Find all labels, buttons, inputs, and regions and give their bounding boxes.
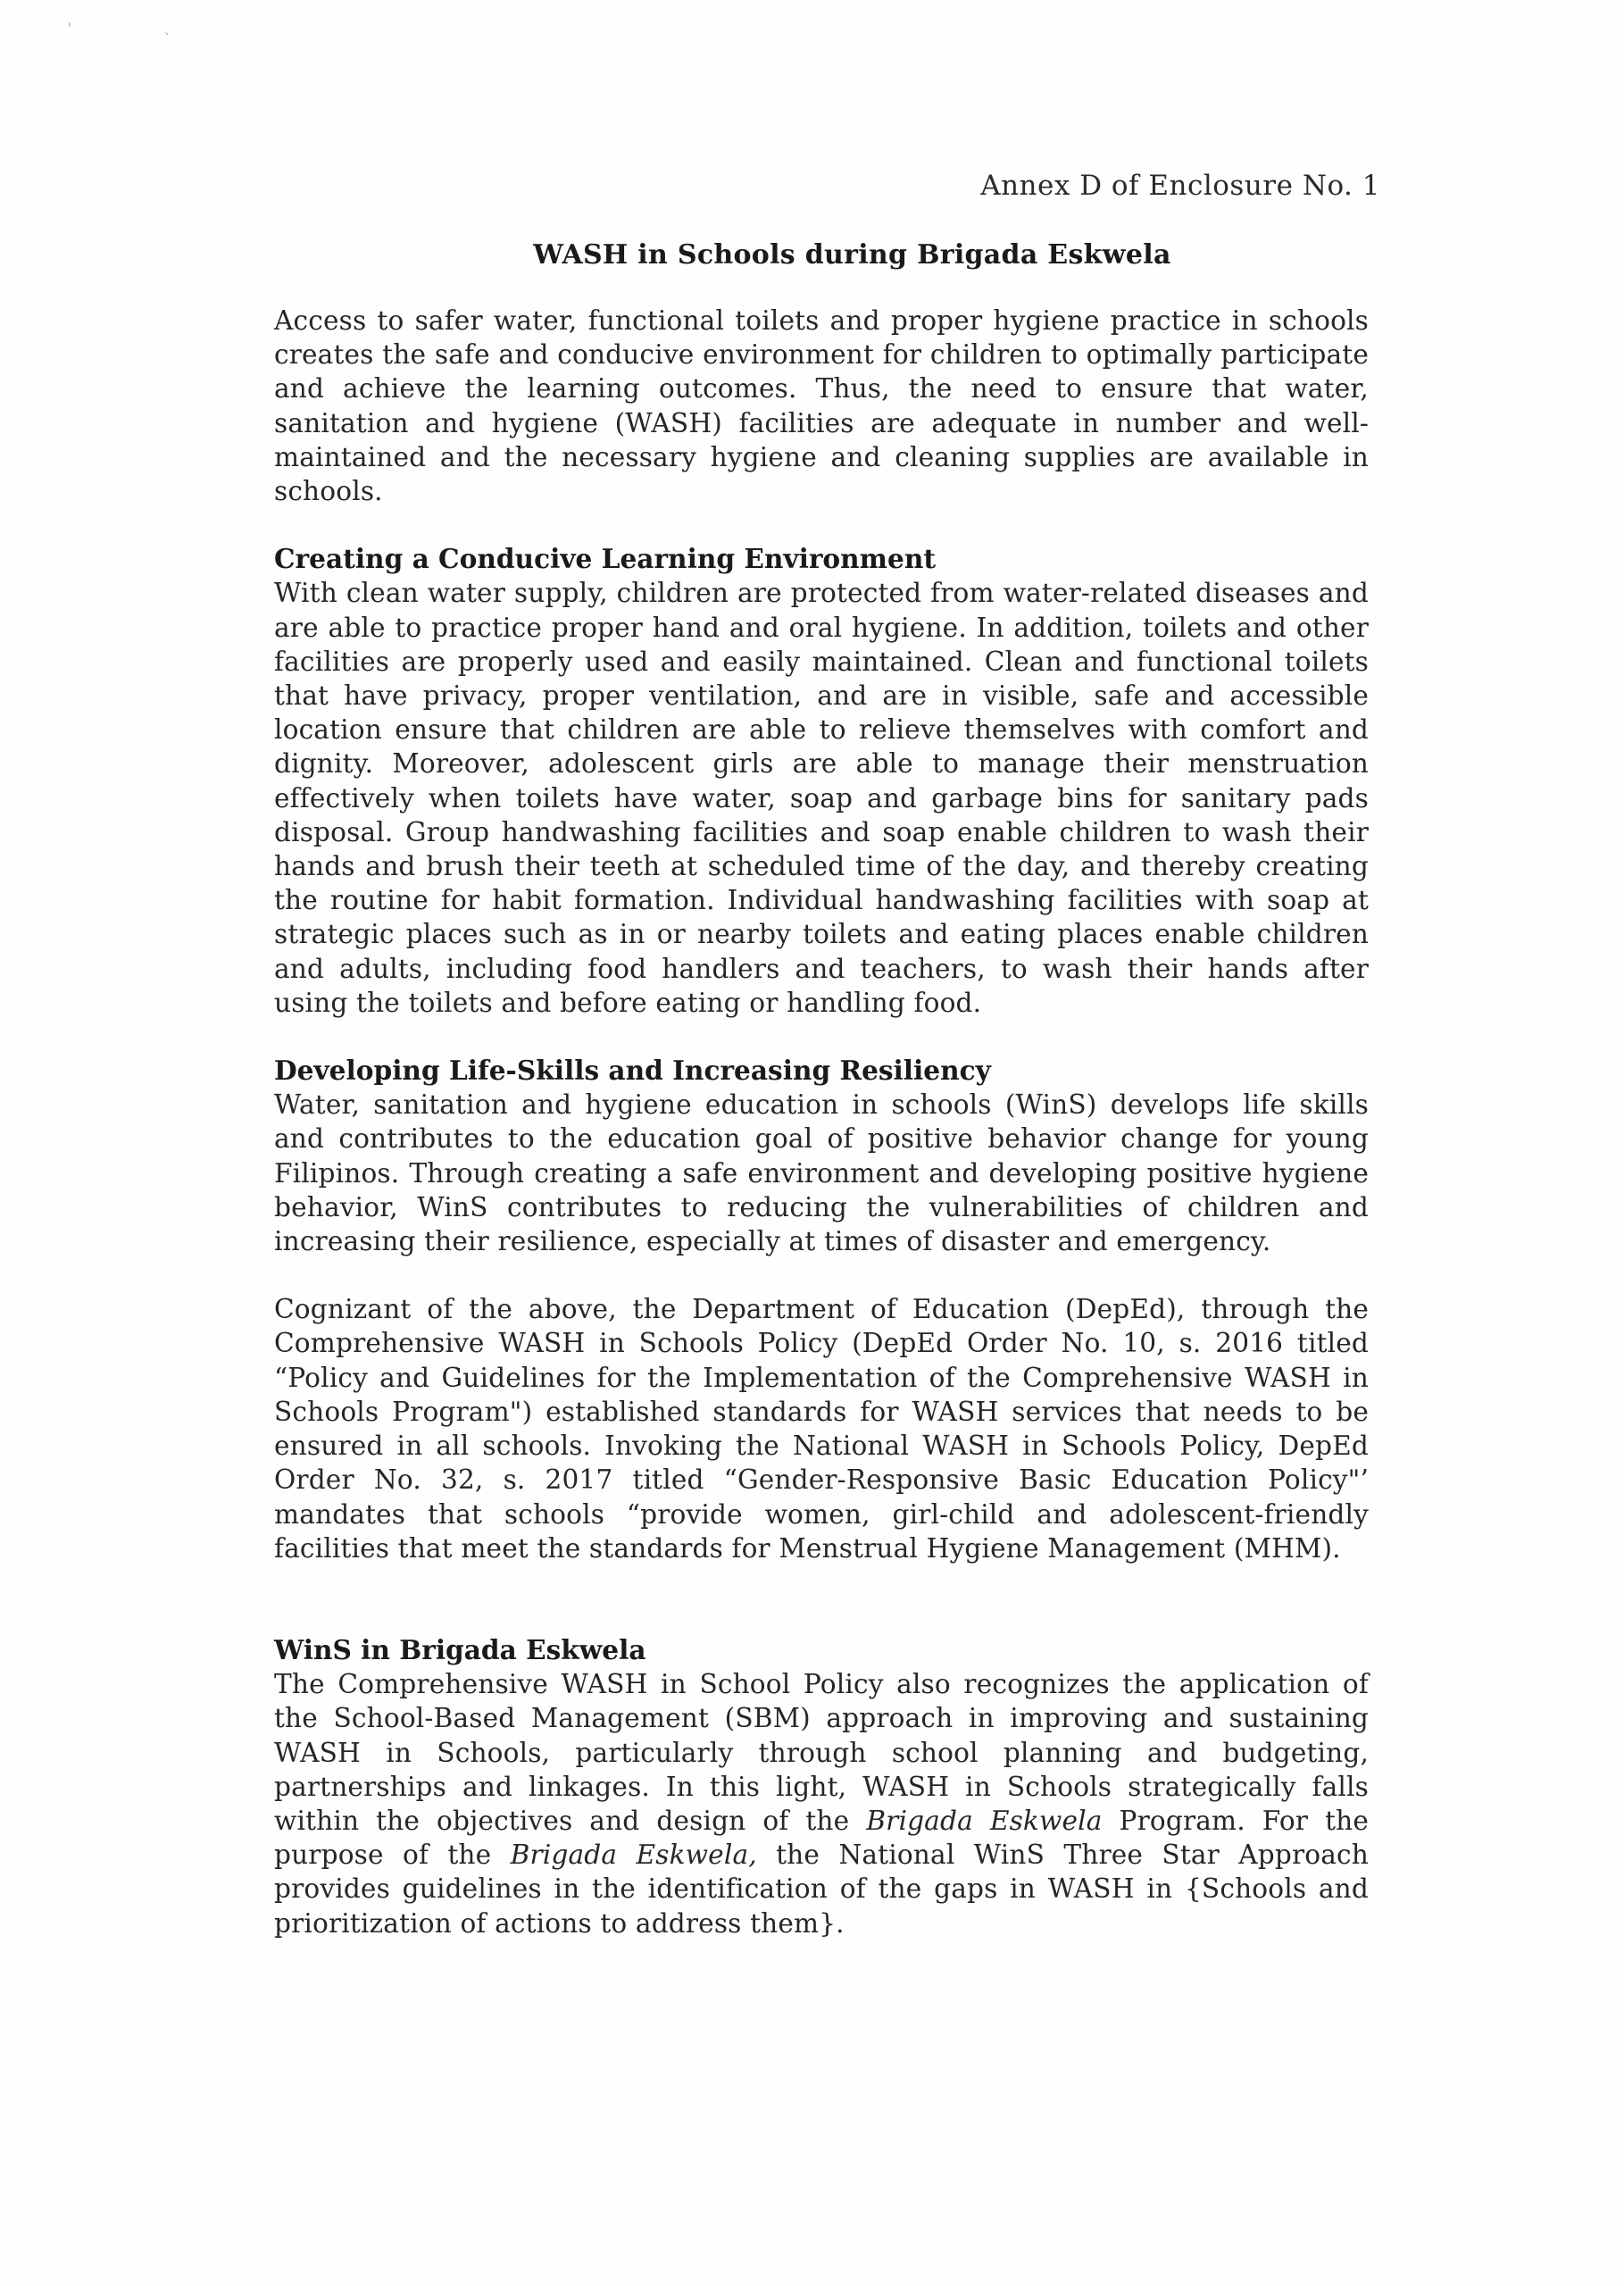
wins-text-1: The Comprehensive WASH in School Policy also recognizes the application of the School-Based Management (SBM) approach in improving and sustaining WASH in Schools, particularly through school planning and budgeting, partnerships and linkages. In this light, WASH in Schools strategically falls within the objectives and design of the [274,1669,1369,1836]
wins-text-2: Program. For the purpose of the [274,1805,1369,1871]
scan-speck: ` [164,32,171,46]
annex-label: Annex D of Enclosure No. 1 [980,170,1380,202]
document-title: WASH in Schools during Brigada Eskwela [533,239,1171,271]
section-heading-conducive: Creating a Conducive Learning Environment [274,543,937,575]
section-heading-life-skills: Developing Life-Skills and Increasing Resiliency [274,1055,991,1087]
conducive-paragraph: With clean water supply, children are protected from water-related diseases and are able to practice proper hand and oral hygiene. In addition, toilets and other facilities are properly used and easily maintained. Clean and functional toilets that have privacy, proper ventilation, and are in visible, safe and accessible location ensure that children are able to relieve themselves with comfort and dignity. Moreover, adolescent girls are able to manage their menstruation effectively when toilets have water, soap and garbage bins for sanitary pads disposal. Group handwashing facilities and soap enable children to wash their hands and brush their teeth at scheduled time of the day, and thereby creating the routine for habit formation. Individual handwashing facilities with soap at strategic places such as in or nearby toilets and eating places enable children and adults, including food handlers and teachers, to wash their hands after using the toilets and before eating or handling food. [274,578,1369,1018]
document-body [274,304,1369,1940]
intro-paragraph: Access to safer water, functional toilets and proper hygiene practice in schools creates the safe and conducive environment for children to optimally participate and achieve the learning outcomes. Thus, the need to ensure that water, sanitation and hygiene (WASH) facilities are adequate in number and well- maintained and the necessary hygiene and cleaning supplies are available in schools. [274,305,1369,507]
wins-paragraph [274,1667,1369,1940]
section-heading-wins: WinS in Brigada Eskwela [274,1633,646,1665]
life-skills-paragraph: Water, sanitation and hygiene education in schools (WinS) develops life skills and contributes to the education goal of positive behavior change for young Filipinos. Through creating a safe environment and developing positive hygiene behavior, WinS contributes to reducing the vulnerabilities of children and increasing their resilience, especially at times of disaster and emergency. [274,1089,1369,1257]
brigada-italic-1: Brigada Eskwela [866,1805,1103,1836]
wins-text-3: the National WinS Three Star Approach provides guidelines in the identification of the gaps in WASH in {Schools and prioritization of actions to address them}. [274,1840,1369,1939]
brigada-italic-2: Brigada Eskwela, [510,1840,757,1871]
cognizant-paragraph: Cognizant of the above, the Department of Education (DepEd), through the Comprehensive WASH in Schools Policy (DepEd Order No. 10, s. 2016 titled “Policy and Guidelines for the Implementation of the Comprehensive WASH in Schools Program") established standards for WASH services that needs to be ensured in all schools. Invoking the National WASH in Schools Policy, DepEd Order No. 32, s. 2017 titled “Gender-Responsive Basic Education Policy"’ mandates that schools “provide women, girl-child and adolescent-friendly facilities that meet the standards for Menstrual Hygiene Management (MHM). [274,1294,1369,1564]
scan-speck: ' [68,21,71,36]
